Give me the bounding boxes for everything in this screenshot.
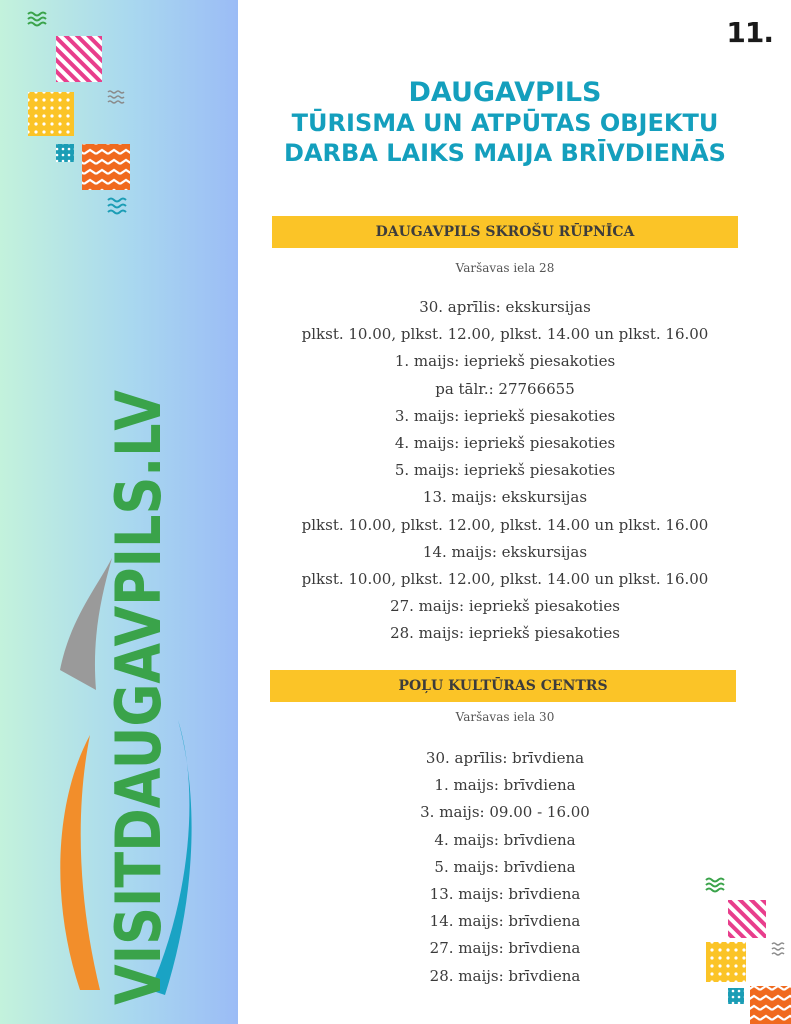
schedule-line: 1. maijs: iepriekš piesakoties <box>394 352 616 371</box>
section-heading-polu-kulturas-centrs: POĻU KULTŪRAS CENTRS <box>270 670 736 702</box>
schedule-line: 3. maijs: 09.00 - 16.00 <box>420 803 590 822</box>
wave-icon-green <box>28 13 46 26</box>
wave-icon-gray <box>772 943 784 955</box>
swoosh-orange <box>60 735 100 990</box>
title-line-1: DAUGAVPILS <box>408 77 602 108</box>
section-address: Varšavas iela 28 <box>455 261 555 275</box>
section-address: Varšavas iela 30 <box>455 710 555 724</box>
schedule-line: 1. maijs: brīvdiena <box>434 776 576 795</box>
schedule-line: 14. maijs: ekskursijas <box>422 542 588 561</box>
page-title <box>272 78 738 168</box>
schedule-line: plkst. 10.00, plkst. 12.00, plkst. 14.00 un plkst. 16.00 <box>301 325 709 344</box>
schedule-line: 30. aprīlis: ekskursijas <box>419 298 591 316</box>
schedule-line: 27. maijs: iepriekš piesakoties <box>390 597 620 616</box>
wave-icon-teal <box>108 199 126 214</box>
brand-sidebar <box>0 0 238 1024</box>
schedule-line: 28. maijs: iepriekš piesakoties <box>390 624 620 643</box>
schedule-line: 30. aprīlis: brīvdiena <box>425 749 585 767</box>
schedule-line: 28. maijs: brīvdiena <box>429 966 581 985</box>
wave-icon-gray <box>108 91 124 103</box>
schedule-line: 4. maijs: iepriekš piesakoties <box>394 434 616 453</box>
schedule-line: 13. maijs: ekskursijas <box>422 488 588 507</box>
schedule-list <box>262 294 748 648</box>
schedule-line: 27. maijs: brīvdiena <box>429 939 581 958</box>
section-heading-skrosu-rupnica: DAUGAVPILS SKROŠU RŪPNĪCA <box>272 216 738 248</box>
schedule-line: 4. maijs: brīvdiena <box>434 830 576 849</box>
schedule-line: 3. maijs: iepriekš piesakoties <box>394 406 616 425</box>
schedule-line: 5. maijs: iepriekš piesakoties <box>394 461 616 480</box>
page-number: 11. <box>726 16 773 49</box>
schedule-line: pa tālr.: 27766655 <box>435 379 575 398</box>
title-line-2: TŪRISMA UN ATPŪTAS OBJEKTU <box>291 109 719 137</box>
title-line-3: DARBA LAIKS MAIJA BRĪVDIENĀS <box>284 139 726 167</box>
schedule-line: 14. maijs: brīvdiena <box>429 912 581 931</box>
schedule-line: plkst. 10.00, plkst. 12.00, plkst. 14.00 un plkst. 16.00 <box>301 515 709 534</box>
schedule-line: plkst. 10.00, plkst. 12.00, plkst. 14.00 un plkst. 16.00 <box>301 570 709 589</box>
brand-text: VISITDAUGAVPILS.LV <box>102 278 175 1005</box>
schedule-line: 13. maijs: brīvdiena <box>429 885 581 904</box>
decor-patterns-top <box>24 8 134 223</box>
schedule-list <box>262 745 748 990</box>
schedule-line: 5. maijs: brīvdiena <box>434 857 576 876</box>
